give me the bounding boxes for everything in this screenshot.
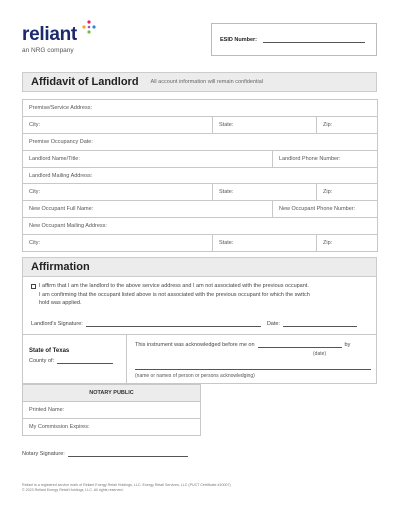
landlord-signature-field[interactable] [86,320,261,327]
logo-spark-icon [82,20,96,34]
logo-dot-right [92,25,95,28]
county-label: County of: [29,358,55,364]
form-row [23,201,378,218]
affirmation-header [22,257,377,277]
affirmation-title: Affirmation [31,261,90,273]
landlord-state-field[interactable]: State: [213,184,317,201]
landlord-signature-row [31,320,357,327]
notary-row [23,419,201,436]
date-caption: (date) [313,351,327,357]
printed-name-field[interactable]: Printed Name: [23,402,201,419]
state-county-cell [23,335,127,383]
occupancy-date-field[interactable]: Premise Occupancy Date: [23,133,378,150]
affirm-checkbox[interactable] [31,284,36,289]
landlord-signature-label: Landlord's Signature: [31,321,83,327]
state-title: State of Texas [29,348,70,354]
affidavit-header [22,72,377,92]
affirmation-box [22,277,377,335]
premise-zip-field[interactable]: Zip: [317,116,378,133]
form-row [23,150,378,167]
affirm-date-label: Date: [266,321,280,327]
premise-state-field[interactable]: State: [213,116,317,133]
affirm-date-field[interactable] [283,320,357,327]
form-row [23,133,378,150]
premise-city-field[interactable]: City: [23,116,213,133]
affirm-line-2: I am confirming that the occupant listed above is not associated with the previous occupant for which the switch [39,291,310,298]
landlord-city-field[interactable]: City: [23,184,213,201]
names-caption: (name or names of person or persons acknowledging) [135,373,255,379]
notary-public-header: NOTARY PUBLIC [23,385,201,402]
notary-row [23,402,201,419]
acknowledgement-date-field[interactable] [258,341,342,348]
esid-field[interactable] [263,36,365,43]
occupant-mailing-address-field[interactable]: New Occupant Mailing Address: [23,218,378,235]
footer [22,483,231,493]
occupant-name-field[interactable]: New Occupant Full Name: [23,201,273,218]
landlord-mailing-address-field[interactable]: Landlord Mailing Address: [23,167,378,184]
acknowledgement-by: by [344,342,351,348]
form-row [23,235,378,252]
occupant-city-field[interactable]: City: [23,235,213,252]
affirm-line-3: hold was applied. [39,300,82,306]
footer-line-1: Reliant is a registered service mark of Reliant Energy Retail Holdings, LLC. Energy Retail Services, LLC (PUCT Certificate #10007) [22,483,231,487]
confidential-note: All account information will remain confidential [150,79,264,85]
affirm-text [39,282,310,308]
form-row [23,218,378,235]
notary-signature-label: Notary Signature: [22,451,65,457]
landlord-zip-field[interactable]: Zip: [317,184,378,201]
esid-box [211,23,377,56]
form-row [23,100,378,117]
premise-address-field[interactable]: Premise/Service Address: [23,100,378,117]
acknowledging-names-field[interactable] [135,369,371,370]
reliant-logo [22,24,77,54]
acknowledgement-text: This instrument was acknowledged before me on [135,342,255,348]
notary-signature-row [22,450,188,457]
affirm-line-1: I affirm that I am the landlord to the above service address and I am not associated with the previous occupant. [39,283,309,289]
occupant-phone-field[interactable]: New Occupant Phone Number: [273,201,378,218]
notarization-box [22,335,377,384]
form-row [23,167,378,184]
form-row [23,116,378,133]
landlord-name-field[interactable]: Landlord Name/Title: [23,150,273,167]
logo-dot-top [87,20,90,23]
landlord-form-table [22,99,378,252]
logo-wordmark: reliant [22,24,77,45]
acknowledgement-cell [135,341,373,379]
affirm-check-row [31,282,368,308]
logo-dot-bottom [87,30,90,33]
notary-public-table [22,384,201,436]
logo-dot-center [88,26,91,29]
landlord-phone-field[interactable]: Landlord Phone Number: [273,150,378,167]
county-field[interactable] [57,357,113,364]
county-row [29,357,126,364]
occupant-state-field[interactable]: State: [213,235,317,252]
occupant-zip-field[interactable]: Zip: [317,235,378,252]
commission-expires-field[interactable]: My Commission Expires: [23,419,201,436]
esid-label: ESID Number: [220,36,257,43]
affidavit-title: Affidavit of Landlord [31,76,139,88]
footer-line-2: © 2023 Reliant Energy Retail Holdings, LLC. All rights reserved. [22,488,124,492]
acknowledgement-row [135,341,373,348]
logo-dot-left [82,25,85,28]
logo-tagline: an NRG company [22,47,74,54]
form-row [23,184,378,201]
notary-header-row [23,385,201,402]
notary-signature-field[interactable] [68,450,188,457]
